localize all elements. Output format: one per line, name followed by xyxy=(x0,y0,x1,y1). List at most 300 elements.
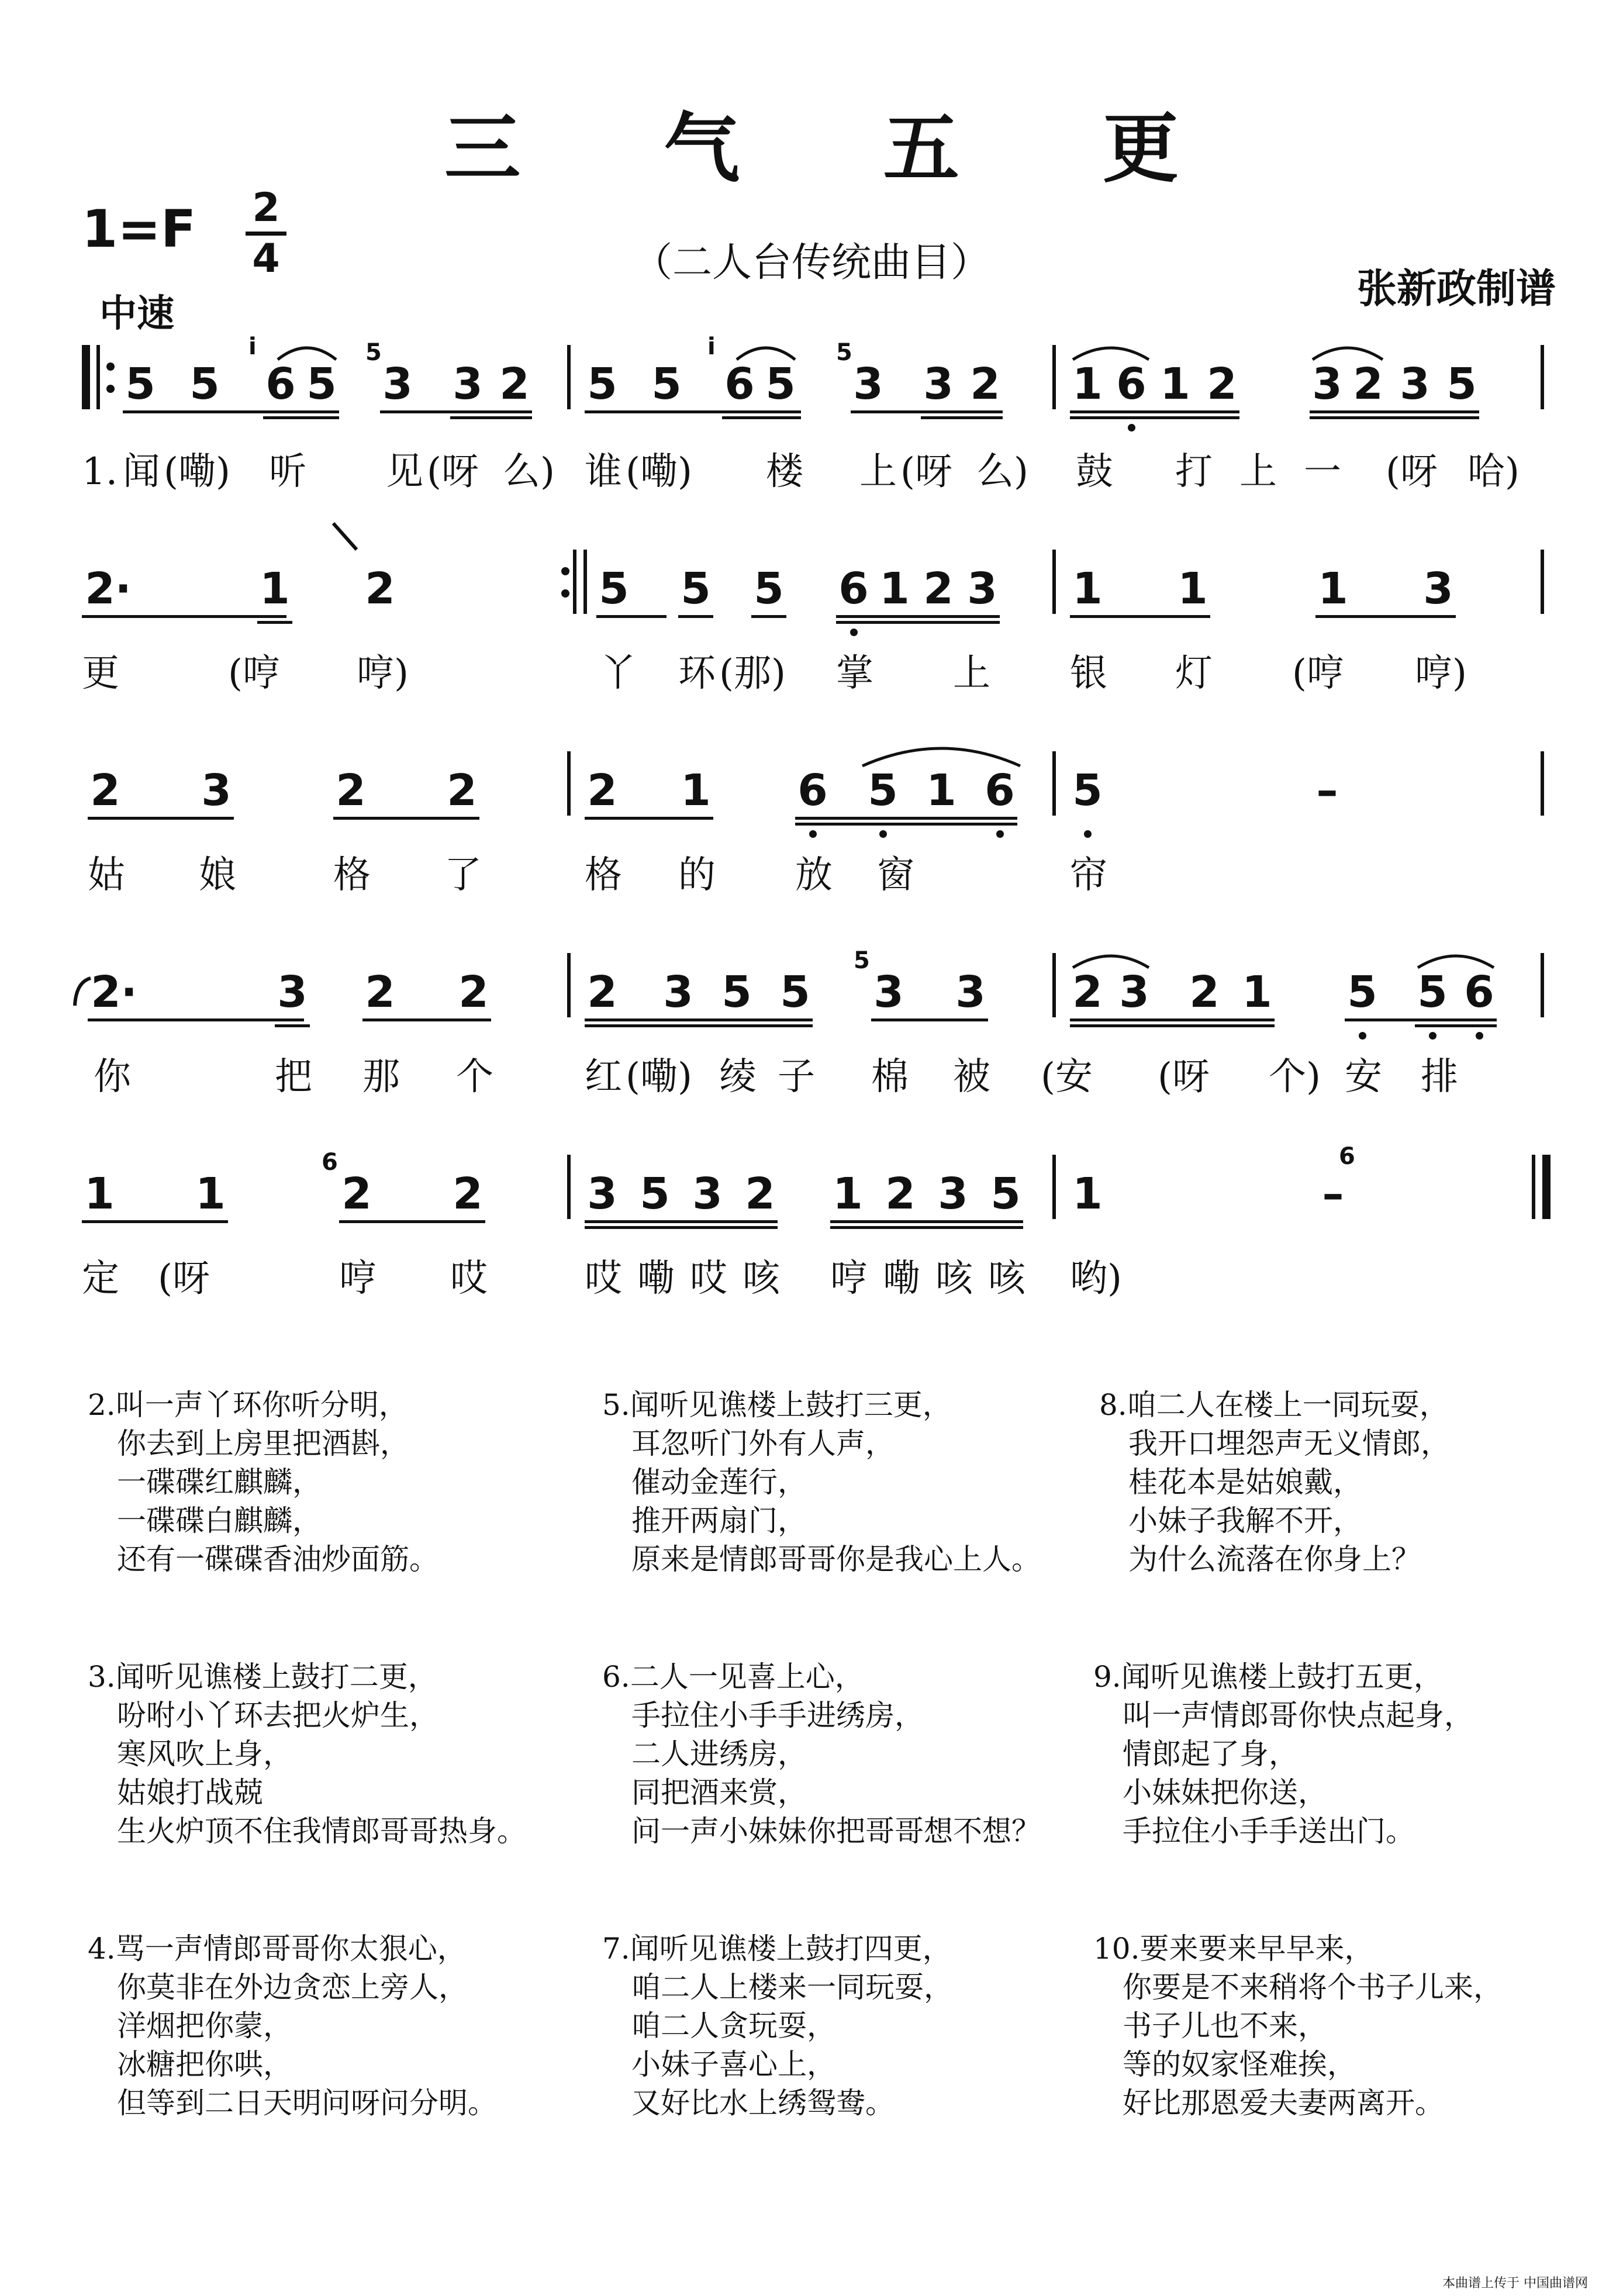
lyric: (呀 xyxy=(427,450,479,493)
lyric: 哼) xyxy=(357,652,409,695)
lyric: 排 xyxy=(1421,1055,1458,1099)
lyric: 绫 xyxy=(719,1055,757,1099)
lyric: 格 xyxy=(333,854,371,897)
verse-line: 小妹子喜心上， xyxy=(631,2048,836,2081)
note: 3 xyxy=(938,1169,968,1219)
note: 1 xyxy=(195,1169,226,1219)
note: 1 xyxy=(1177,564,1208,614)
underline xyxy=(82,1220,228,1223)
note: 5 xyxy=(651,359,682,409)
lyric: (呀 xyxy=(1386,450,1438,493)
note: 5 xyxy=(990,1169,1021,1219)
repeat-dot xyxy=(106,362,115,371)
note: 2 xyxy=(1072,967,1103,1017)
lyric: 哟) xyxy=(1070,1257,1122,1300)
lyric: 咳 xyxy=(988,1257,1025,1300)
low-octave-dot xyxy=(879,830,887,838)
verse-line: 9.闻听见谯楼上鼓打五更， xyxy=(1093,1660,1443,1694)
underline xyxy=(678,615,713,618)
tempo-marking: 中速 xyxy=(99,292,174,336)
staff-row-4 xyxy=(0,947,1623,1128)
lyric: 了 xyxy=(444,854,482,897)
note: 2 xyxy=(885,1169,916,1219)
lyric: 哼 xyxy=(339,1257,377,1300)
note: 1 xyxy=(260,564,290,614)
underline xyxy=(1070,410,1239,413)
note: 1 xyxy=(1072,359,1103,409)
repeat-dot xyxy=(106,385,115,393)
slur xyxy=(1415,947,1497,971)
slur xyxy=(1070,947,1152,971)
note: 3 xyxy=(853,359,883,409)
note: 2 xyxy=(1207,359,1237,409)
grace-note: 5 xyxy=(836,339,852,366)
verse-block xyxy=(1099,1386,1450,1579)
note: 3 xyxy=(1423,564,1453,614)
underline xyxy=(596,615,667,618)
low-octave-dot xyxy=(1359,1032,1366,1040)
note: 1 xyxy=(681,765,711,816)
note: 6 xyxy=(985,765,1015,816)
note: 2 xyxy=(341,1169,372,1219)
low-octave-dot xyxy=(1128,424,1135,431)
lyric: 哼 xyxy=(830,1257,868,1300)
verse-line: 生火炉顶不住我情郎哥哥热身。 xyxy=(117,1814,526,1848)
verse-line: 2.叫一声丫环你听分明， xyxy=(88,1388,408,1422)
verse-line: 为什么流落在你身上？ xyxy=(1128,1542,1421,1576)
note: 3 xyxy=(967,564,997,614)
subtitle: （二人台传统曲目） xyxy=(632,240,990,286)
underline xyxy=(795,823,1017,826)
note: 2 xyxy=(458,967,489,1017)
verse-line: 7.闻听见谯楼上鼓打四更， xyxy=(602,1932,952,1966)
grace-note: i xyxy=(248,333,257,360)
repeat-dot xyxy=(561,589,569,598)
grace-note: 6 xyxy=(1339,1143,1355,1170)
low-octave-dot xyxy=(1476,1032,1483,1040)
bar-line xyxy=(1052,550,1056,614)
verse-line: 等的奴家怪难挨， xyxy=(1123,2048,1356,2081)
slur xyxy=(275,339,339,362)
lyric: 1. xyxy=(82,450,118,493)
verse-line: 好比那恩爱夫妻两离开。 xyxy=(1123,2086,1444,2120)
lyric: 嘞 xyxy=(637,1257,675,1300)
note: 2 xyxy=(587,967,617,1017)
lyric: 么) xyxy=(503,450,555,493)
note: 2 xyxy=(365,967,395,1017)
time-signature-bottom: 4 xyxy=(252,236,280,282)
lyric: 帘 xyxy=(1070,854,1107,897)
repeat-start-thick xyxy=(82,345,90,409)
verse-line: 手拉住小手手进绣房， xyxy=(631,1698,924,1732)
note: 2 xyxy=(1189,967,1220,1017)
underline xyxy=(722,416,801,419)
bar-line xyxy=(567,345,571,409)
lyric: 谁 xyxy=(585,450,622,493)
underline xyxy=(1070,416,1239,419)
note: 5 xyxy=(681,564,711,614)
note: 6 xyxy=(265,359,296,409)
note: 2 xyxy=(365,564,395,614)
lyric: 上 xyxy=(953,652,990,695)
verse-line: 叫一声情郎哥你快点起身， xyxy=(1123,1698,1473,1732)
underline xyxy=(263,416,339,419)
verse-line: 4.骂一声情郎哥哥你太狠心， xyxy=(88,1932,467,1966)
note: 3 xyxy=(587,1169,617,1219)
lyric: 定 xyxy=(82,1257,119,1300)
underline xyxy=(830,1226,1023,1229)
verse-line: 咱二人上楼来一同玩耍， xyxy=(631,1970,953,2004)
lyric: 娘 xyxy=(199,854,236,897)
lyric: 么) xyxy=(976,450,1028,493)
note: 3 xyxy=(873,967,904,1017)
verse-block xyxy=(602,1929,953,2122)
underline xyxy=(450,416,532,419)
bar-line xyxy=(567,751,571,816)
note-extension-line xyxy=(82,615,286,618)
underline xyxy=(257,621,292,624)
underline xyxy=(1070,1018,1275,1021)
bar-line xyxy=(1052,751,1056,816)
lyric: 哎 xyxy=(690,1257,727,1300)
note: 1 xyxy=(1318,564,1348,614)
bar-line xyxy=(1541,751,1544,816)
lyric: 那 xyxy=(362,1055,400,1099)
note: 5 xyxy=(868,765,898,816)
note: 1 xyxy=(1160,359,1190,409)
final-bar-thin xyxy=(1532,1155,1535,1219)
lyric: 掌 xyxy=(836,652,873,695)
lyric: 哈) xyxy=(1467,450,1520,493)
slur xyxy=(1070,339,1152,362)
footer-watermark: 本曲谱上传于 中国曲谱网 xyxy=(1442,2276,1588,2291)
note: 2 xyxy=(90,765,120,816)
verse-line: 催动金莲行， xyxy=(631,1465,807,1499)
note: 2 xyxy=(447,765,477,816)
verse-line: 二人进绣房， xyxy=(631,1737,807,1771)
verse-line: 一碟碟红麒麟， xyxy=(117,1465,322,1499)
underline xyxy=(585,817,713,820)
low-octave-dot xyxy=(996,830,1004,838)
verse-line: 原来是情郎哥哥你是我心上人。 xyxy=(631,1542,1041,1576)
underline xyxy=(836,615,1000,618)
note: 2 xyxy=(1353,359,1383,409)
verse-line: 小妹子我解不开， xyxy=(1128,1504,1362,1538)
note: 1 xyxy=(879,564,910,614)
lyric: 上 xyxy=(1239,450,1277,493)
verse-line: 我开口埋怨声无义情郎， xyxy=(1128,1427,1450,1461)
verse-line: 姑娘打战兢 xyxy=(117,1776,263,1810)
bar-line xyxy=(1052,1155,1056,1219)
lyric: 把 xyxy=(275,1055,312,1099)
staff-row-5 xyxy=(0,1143,1623,1330)
key-signature: 1=F xyxy=(82,199,196,259)
bar-line xyxy=(1541,345,1544,409)
underline xyxy=(1070,615,1210,618)
note: 5 xyxy=(1417,967,1448,1017)
verse-line: 耳忽听门外有人声， xyxy=(631,1427,895,1461)
lyric: 子 xyxy=(778,1055,815,1099)
underline xyxy=(830,1220,1023,1223)
verse-line: 冰糖把你哄， xyxy=(117,2048,292,2081)
note: 6 xyxy=(797,765,828,816)
lyric: (嘞) xyxy=(626,1055,692,1099)
note: 5 xyxy=(125,359,156,409)
verse-line: 书子儿也不来， xyxy=(1123,2009,1327,2043)
bar-line xyxy=(1052,953,1056,1017)
lyric: 哼) xyxy=(1415,652,1467,695)
underline xyxy=(275,1024,310,1027)
underline xyxy=(921,416,1003,419)
lyric: (哼 xyxy=(228,652,280,695)
lyric: 灯 xyxy=(1175,652,1213,695)
underline xyxy=(585,410,801,413)
underline xyxy=(362,1018,491,1021)
repeat-start-thin xyxy=(96,345,100,409)
lyric: (呀 xyxy=(1158,1055,1210,1099)
underline xyxy=(1310,416,1479,419)
verse-line: 6.二人一见喜上心， xyxy=(602,1660,864,1694)
lyric: 你 xyxy=(94,1055,131,1099)
underline xyxy=(123,410,339,413)
lyric: (呀 xyxy=(900,450,952,493)
note: 3 xyxy=(1312,359,1342,409)
note: 2 xyxy=(923,564,954,614)
repeat-dot xyxy=(561,567,569,575)
final-bar-thick xyxy=(1542,1155,1551,1219)
note: 3 xyxy=(453,359,483,409)
note: 1 xyxy=(833,1169,863,1219)
lyric: 楼 xyxy=(766,450,803,493)
verse-block xyxy=(1093,1658,1473,1850)
time-signature-top: 2 xyxy=(252,185,280,231)
underline xyxy=(380,410,532,413)
lyric: 个) xyxy=(1269,1055,1321,1099)
verse-line: 你要是不来稍将个书子儿来， xyxy=(1123,1970,1503,2004)
lyric: (呀 xyxy=(158,1257,210,1300)
grace-note: 6 xyxy=(322,1149,338,1176)
note: 3 xyxy=(955,967,986,1017)
note: 2 xyxy=(970,359,1000,409)
note: 5 xyxy=(780,967,810,1017)
verse-line: 一碟碟白麒麟， xyxy=(117,1504,322,1538)
note: 1 xyxy=(84,1169,115,1219)
underline xyxy=(795,817,1017,820)
verse-line: 情郎起了身， xyxy=(1123,1737,1298,1771)
underline xyxy=(1315,615,1456,618)
page-title: 三 气 五 更 xyxy=(444,103,1237,193)
verse-line: 还有一碟碟香油炒面筋。 xyxy=(117,1542,438,1576)
note: 2 xyxy=(499,359,530,409)
lyric: 打 xyxy=(1175,450,1213,493)
bar-line xyxy=(1541,953,1544,1017)
lyric: 见 xyxy=(386,450,423,493)
verse-line: 洋烟把你蒙， xyxy=(117,2009,292,2043)
note: 2· xyxy=(91,967,137,1017)
note: 5 xyxy=(599,564,629,614)
verse-block xyxy=(602,1386,1041,1579)
lyric: 哎 xyxy=(585,1257,622,1300)
verse-line: 吩咐小丫环去把火炉生， xyxy=(117,1698,438,1732)
note: 2 xyxy=(587,765,617,816)
lyric: 红 xyxy=(585,1055,622,1099)
lyric: 上 xyxy=(859,450,897,493)
lyric: 听 xyxy=(269,450,306,493)
underline xyxy=(751,615,786,618)
note: 5 xyxy=(754,564,784,614)
lyric: 嘞 xyxy=(883,1257,920,1300)
underline xyxy=(851,410,1003,413)
underline xyxy=(836,621,1000,624)
underline xyxy=(585,1024,813,1027)
note: 3 xyxy=(663,967,693,1017)
underline xyxy=(1415,1024,1497,1027)
lyric: 棉 xyxy=(871,1055,909,1099)
verse-line: 寒风吹上身， xyxy=(117,1737,292,1771)
underline xyxy=(585,1220,778,1223)
lyric: 格 xyxy=(585,854,622,897)
underline xyxy=(88,817,234,820)
verse-line: 推开两扇门， xyxy=(631,1504,807,1538)
verse-line: 你莫非在外边贪恋上旁人， xyxy=(117,1970,468,2004)
note: 3 xyxy=(923,359,954,409)
lyric: 的 xyxy=(678,854,716,897)
note: – xyxy=(1316,765,1338,816)
repeat-end-thin xyxy=(583,550,587,614)
note: 5 xyxy=(1347,967,1377,1017)
slur xyxy=(734,339,798,362)
lyric: (哼 xyxy=(1292,652,1344,695)
note: 3 xyxy=(1119,967,1149,1017)
verse-line: 3.闻听见谯楼上鼓打二更， xyxy=(88,1660,437,1694)
underline xyxy=(585,1018,813,1021)
low-octave-dot xyxy=(1084,830,1092,838)
note: 5 xyxy=(189,359,220,409)
verse-line: 5.闻听见谯楼上鼓打三更， xyxy=(602,1388,952,1422)
lyric: 放 xyxy=(795,854,833,897)
grace-note: 5 xyxy=(365,339,382,366)
verse-line: 但等到二日天明问呀问分明。 xyxy=(117,2086,497,2120)
bar-line xyxy=(567,953,571,1017)
lyric: 闻 xyxy=(123,450,160,493)
verse-line: 咱二人贪玩耍， xyxy=(631,2009,836,2043)
grace-note: 5 xyxy=(854,947,870,974)
lyric: 姑 xyxy=(88,854,125,897)
lyric: 窗 xyxy=(877,854,914,897)
verse-line: 小妹妹把你送， xyxy=(1123,1776,1327,1810)
note: 3 xyxy=(201,765,232,816)
lyric: 环 xyxy=(678,652,716,695)
note: 3 xyxy=(692,1169,723,1219)
lyric: 一 xyxy=(1304,450,1341,493)
lyric: 更 xyxy=(82,652,119,695)
note: 1 xyxy=(1072,564,1103,614)
verse-block xyxy=(88,1386,438,1579)
note-extension-line xyxy=(88,1018,304,1021)
repeat-end-thin xyxy=(573,550,576,614)
verse-line: 10.要来要来早早来， xyxy=(1093,1932,1374,1966)
lyric: 鼓 xyxy=(1076,450,1113,493)
lyric: 丫 xyxy=(599,652,637,695)
arranger: 张新政制谱 xyxy=(1356,265,1556,312)
verse-line: 桂花本是姑娘戴， xyxy=(1128,1465,1362,1499)
note: 2 xyxy=(453,1169,483,1219)
lyric: 被 xyxy=(953,1055,990,1099)
low-octave-dot xyxy=(809,830,817,838)
verse-block xyxy=(88,1929,497,2122)
lyric: (嘞) xyxy=(626,450,692,493)
lyric: (那) xyxy=(719,652,786,695)
lyric: (安 xyxy=(1041,1055,1093,1099)
verse-line: 又好比水上绣鸳鸯。 xyxy=(631,2086,895,2120)
note: 5 xyxy=(306,359,337,409)
note: 5 xyxy=(1072,765,1103,816)
note: 2 xyxy=(745,1169,775,1219)
note: 1 xyxy=(926,765,956,816)
underline xyxy=(339,1220,485,1223)
slur xyxy=(859,740,1023,769)
low-octave-dot xyxy=(850,629,858,636)
verse-line: 你去到上房里把酒斟， xyxy=(117,1427,409,1461)
note: 6 xyxy=(1116,359,1147,409)
note: 6 xyxy=(1464,967,1494,1017)
note: 5 xyxy=(640,1169,670,1219)
bar-line xyxy=(567,1155,571,1219)
verse-line: 问一声小妹妹你把哥哥想不想？ xyxy=(631,1814,1041,1848)
underline xyxy=(1345,1018,1497,1021)
staff-row-1 xyxy=(0,333,1623,520)
lyric: (嘞) xyxy=(164,450,230,493)
low-octave-dot xyxy=(1429,1032,1436,1040)
staff-row-3 xyxy=(0,751,1623,927)
note: 2 xyxy=(336,765,366,816)
lyric: 银 xyxy=(1070,652,1107,695)
slur xyxy=(1310,339,1386,362)
verse-block xyxy=(602,1658,1041,1850)
verse-line: 手拉住小手手送出门。 xyxy=(1123,1814,1415,1848)
note: 5 xyxy=(721,967,752,1017)
lyric: 咳 xyxy=(935,1257,973,1300)
accent-mark xyxy=(327,520,362,555)
note: – xyxy=(1322,1169,1344,1219)
note: 3 xyxy=(1400,359,1430,409)
underline xyxy=(585,1226,778,1229)
note: 6 xyxy=(724,359,755,409)
lyric: 哎 xyxy=(450,1257,488,1300)
note: 5 xyxy=(587,359,617,409)
bar-line xyxy=(1052,345,1056,409)
note: 5 xyxy=(1446,359,1477,409)
note: 6 xyxy=(838,564,869,614)
grace-note: i xyxy=(707,333,716,360)
lyric: 咳 xyxy=(743,1257,780,1300)
staff-row-2 xyxy=(0,550,1623,725)
verse-block xyxy=(88,1658,526,1850)
note: 1 xyxy=(1242,967,1272,1017)
lyric: 个 xyxy=(456,1055,493,1099)
underline xyxy=(1070,1024,1275,1027)
underline xyxy=(1310,410,1479,413)
note: 5 xyxy=(765,359,796,409)
note: 2· xyxy=(85,564,132,614)
bar-line xyxy=(1541,550,1544,614)
underline xyxy=(871,1018,988,1021)
verse-block xyxy=(1093,1929,1503,2122)
note: 3 xyxy=(277,967,308,1017)
lyric: 安 xyxy=(1345,1055,1382,1099)
verse-line: 同把酒来赏， xyxy=(631,1776,807,1810)
note: 1 xyxy=(1072,1169,1103,1219)
